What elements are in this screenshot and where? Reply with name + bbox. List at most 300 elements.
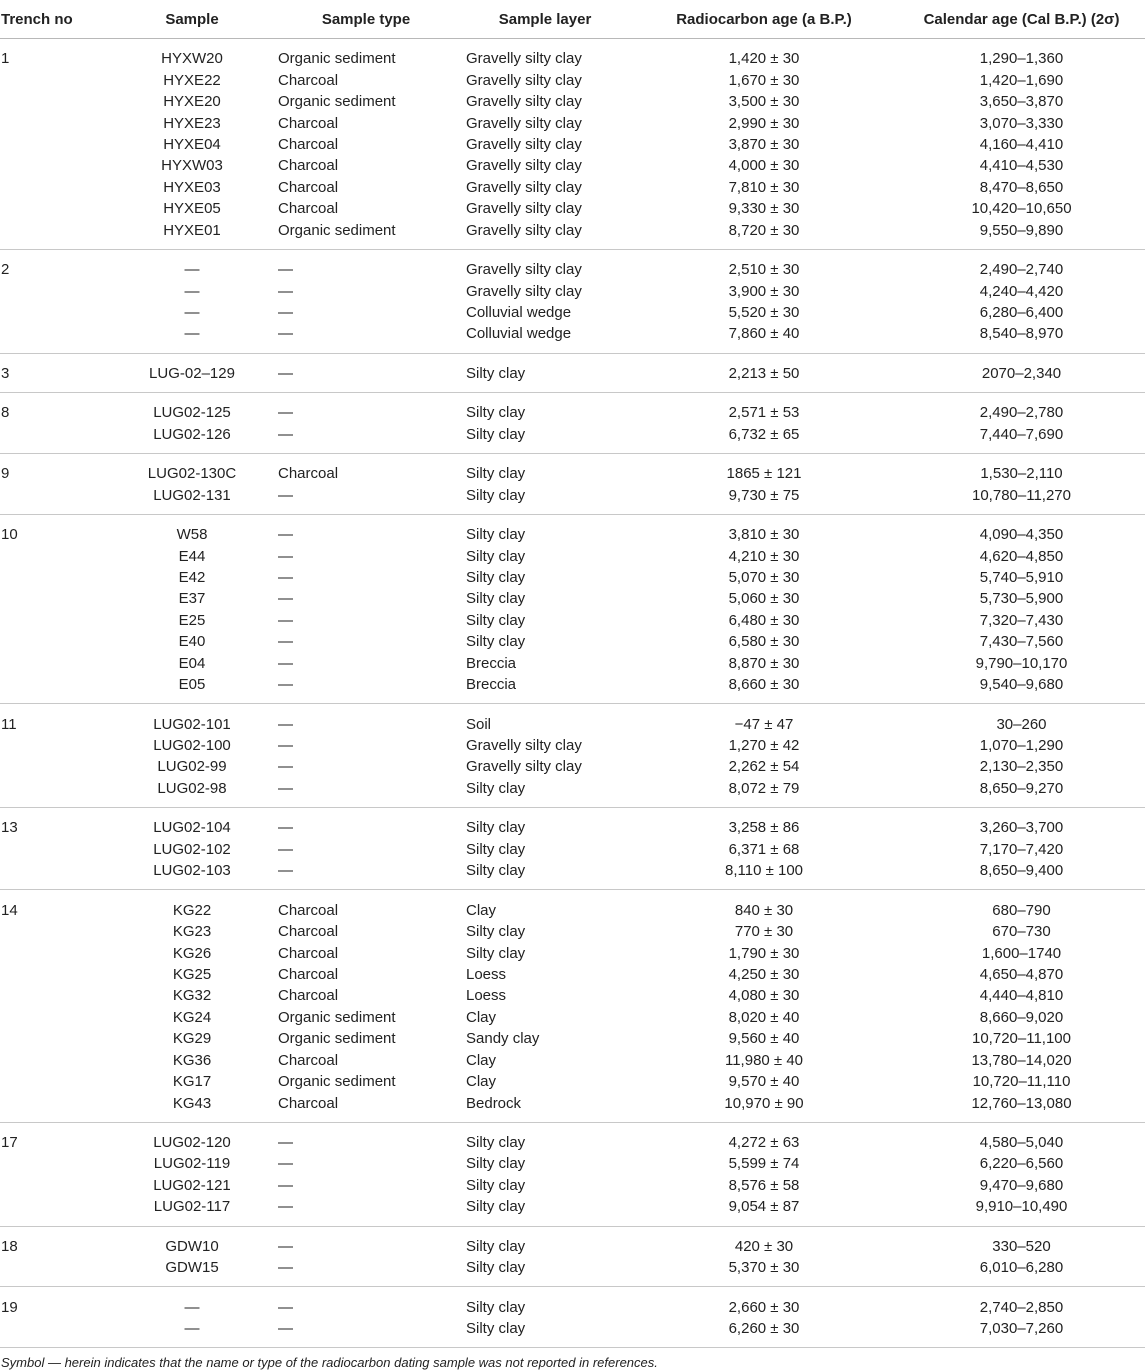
table-row	[0, 155, 1145, 176]
sample-layer-cell: Gravelly silty clay	[466, 261, 582, 279]
table-row	[0, 1287, 1145, 1318]
table-row	[0, 808, 1145, 839]
table-row	[0, 588, 1145, 609]
sample-type-cell: Charcoal	[278, 944, 339, 962]
radiocarbon-age-cell: 9,730 ± 75	[728, 486, 800, 504]
sample-layer-cell: Breccia	[466, 654, 517, 672]
calendar-age-cell: 2,490–2,780	[979, 404, 1064, 422]
radiocarbon-age-cell: 3,870 ± 30	[728, 135, 800, 153]
table-row	[0, 393, 1145, 424]
sample-cell: KG32	[172, 987, 212, 1005]
table-row	[0, 220, 1145, 250]
radiocarbon-age-cell: 7,810 ± 30	[728, 178, 800, 196]
trench-no-cell	[0, 220, 112, 250]
radiocarbon-age-cell: 7,860 ± 40	[728, 325, 800, 343]
table-row	[0, 756, 1145, 777]
trench-no-cell	[0, 735, 112, 756]
sample-layer-cell: Silty clay	[466, 944, 526, 962]
radiocarbon-age-cell: 3,810 ± 30	[728, 526, 800, 544]
trench-group	[0, 1287, 1145, 1348]
sample-layer-cell: Gravelly silty clay	[466, 114, 582, 132]
calendar-age-cell: 4,580–5,040	[979, 1134, 1064, 1152]
sample-type-cell: —	[278, 1320, 293, 1338]
table-row	[0, 280, 1145, 301]
sample-cell: LUG02-102	[153, 840, 231, 858]
header-sample-layer: Sample layer	[460, 0, 630, 39]
table-row	[0, 1050, 1145, 1071]
radiocarbon-age-cell: 2,213 ± 50	[728, 364, 800, 382]
trench-no-cell: 8	[1, 404, 10, 422]
radiocarbon-age-cell: 4,210 ± 30	[728, 547, 800, 565]
calendar-age-cell: 10,720–11,110	[972, 1073, 1071, 1091]
sample-layer-cell: Clay	[466, 1073, 497, 1091]
table-row	[0, 1257, 1145, 1287]
sample-type-cell: —	[278, 1134, 293, 1152]
trench-no-cell: 14	[1, 901, 18, 919]
table-row	[0, 1196, 1145, 1226]
calendar-age-cell: 10,420–10,650	[971, 200, 1072, 218]
trench-no-cell	[0, 1175, 112, 1196]
sample-layer-cell: Silty clay	[466, 1155, 526, 1173]
sample-type-cell: Charcoal	[278, 1094, 339, 1112]
calendar-age-cell: 5,740–5,910	[979, 568, 1064, 586]
trench-group	[0, 454, 1145, 515]
radiocarbon-age-cell: 9,054 ± 87	[728, 1198, 800, 1216]
table-row	[0, 778, 1145, 808]
table-row	[0, 1122, 1145, 1153]
sample-type-cell: Organic sediment	[278, 1008, 396, 1026]
sample-cell: LUG02-130C	[147, 465, 237, 483]
trench-no-cell: 3	[1, 364, 10, 382]
sample-type-cell: —	[278, 779, 293, 797]
calendar-age-cell: 1,290–1,360	[979, 50, 1064, 68]
table-row	[0, 323, 1145, 353]
calendar-age-cell: 13,780–14,020	[971, 1051, 1072, 1069]
sample-layer-cell: Silty clay	[466, 1259, 526, 1277]
sample-layer-cell: Silty clay	[466, 1134, 526, 1152]
sample-cell: HYXE01	[163, 221, 221, 239]
sample-type-cell: Charcoal	[278, 923, 339, 941]
table-row	[0, 653, 1145, 674]
table-row	[0, 674, 1145, 704]
sample-cell: E42	[178, 568, 206, 586]
calendar-age-cell: 5,730–5,900	[979, 590, 1064, 608]
trench-no-cell	[0, 323, 112, 353]
sample-cell: KG22	[172, 901, 212, 919]
radiocarbon-age-cell: 840 ± 30	[734, 901, 794, 919]
table-row	[0, 454, 1145, 485]
calendar-age-cell: 7,430–7,560	[979, 633, 1064, 651]
trench-no-cell	[0, 860, 112, 890]
sample-cell: LUG02-117	[153, 1198, 231, 1216]
calendar-age-cell: 12,760–13,080	[971, 1094, 1072, 1112]
calendar-age-cell: 8,650–9,270	[979, 779, 1064, 797]
calendar-age-cell: 4,160–4,410	[979, 135, 1064, 153]
sample-layer-cell: Clay	[466, 1008, 497, 1026]
sample-type-cell: Charcoal	[278, 135, 339, 153]
sample-layer-cell: Gravelly silty clay	[466, 221, 582, 239]
calendar-age-cell: 8,540–8,970	[979, 325, 1064, 343]
table-row	[0, 1071, 1145, 1092]
sample-layer-cell: Silty clay	[466, 547, 526, 565]
table-row	[0, 424, 1145, 454]
trench-no-cell	[0, 155, 112, 176]
sample-type-cell: —	[278, 1176, 293, 1194]
trench-no-cell	[0, 653, 112, 674]
sample-layer-cell: Loess	[466, 987, 507, 1005]
sample-cell: LUG02-103	[153, 862, 231, 880]
sample-type-cell: —	[278, 819, 293, 837]
header-sample-type: Sample type	[272, 0, 460, 39]
trench-group	[0, 353, 1145, 392]
radiocarbon-age-cell: −47 ± 47	[734, 715, 794, 733]
sample-cell: KG36	[172, 1051, 212, 1069]
sample-cell: HYXW03	[161, 157, 223, 175]
calendar-age-cell: 4,440–4,810	[979, 987, 1064, 1005]
trench-group	[0, 393, 1145, 454]
calendar-age-cell: 8,470–8,650	[979, 178, 1064, 196]
sample-layer-cell: Silty clay	[466, 1198, 526, 1216]
calendar-age-cell: 1,420–1,690	[979, 71, 1064, 89]
table-row	[0, 890, 1145, 921]
sample-layer-cell: Clay	[466, 901, 497, 919]
table-row	[0, 704, 1145, 735]
calendar-age-cell: 1,070–1,290	[979, 737, 1064, 755]
calendar-age-cell: 9,470–9,680	[979, 1176, 1064, 1194]
trench-no-cell	[0, 69, 112, 90]
calendar-age-cell: 2,740–2,850	[979, 1298, 1064, 1316]
sample-type-cell: —	[278, 364, 293, 382]
radiocarbon-age-cell: 3,500 ± 30	[728, 93, 800, 111]
table-row	[0, 1153, 1145, 1174]
sample-type-cell: —	[278, 425, 293, 443]
sample-layer-cell: Silty clay	[466, 1176, 526, 1194]
sample-type-cell: —	[278, 486, 293, 504]
trench-no-cell	[0, 484, 112, 514]
calendar-age-cell: 10,720–11,100	[972, 1030, 1071, 1048]
trench-no-cell	[0, 134, 112, 155]
trench-group	[0, 890, 1145, 1122]
sample-layer-cell: Silty clay	[466, 840, 526, 858]
sample-layer-cell: Silty clay	[466, 568, 526, 586]
sample-layer-cell: Gravelly silty clay	[466, 200, 582, 218]
sample-cell: HYXE22	[163, 71, 221, 89]
sample-layer-cell: Bedrock	[466, 1094, 522, 1112]
sample-type-cell: —	[278, 404, 293, 422]
table-row	[0, 39, 1145, 70]
trench-no-cell	[0, 778, 112, 808]
sample-type-cell: Charcoal	[278, 157, 339, 175]
sample-cell: HYXW20	[161, 50, 223, 68]
sample-type-cell: —	[278, 1198, 293, 1216]
header-trench-no: Trench no	[0, 0, 112, 39]
sample-layer-cell: Silty clay	[466, 364, 526, 382]
sample-cell: E44	[178, 547, 206, 565]
sample-type-cell: —	[278, 568, 293, 586]
table-row	[0, 1092, 1145, 1122]
table-row	[0, 860, 1145, 890]
sample-cell: GDW15	[165, 1259, 219, 1277]
table-row	[0, 177, 1145, 198]
radiocarbon-age-cell: 9,560 ± 40	[728, 1030, 800, 1048]
radiocarbon-age-cell: 4,000 ± 30	[728, 157, 800, 175]
calendar-age-cell: 6,220–6,560	[979, 1155, 1064, 1173]
sample-cell: E40	[178, 633, 206, 651]
sample-type-cell: —	[278, 547, 293, 565]
calendar-age-cell: 6,010–6,280	[979, 1259, 1064, 1277]
sample-layer-cell: Silty clay	[466, 1237, 526, 1255]
sample-cell: E05	[178, 676, 206, 694]
calendar-age-cell: 9,790–10,170	[975, 654, 1068, 672]
sample-cell: KG23	[172, 923, 212, 941]
sample-layer-cell: Silty clay	[466, 465, 526, 483]
sample-cell: —	[184, 304, 200, 322]
radiocarbon-age-cell: 1865 ± 121	[726, 465, 802, 483]
header-radiocarbon-age: Radiocarbon age (a B.P.)	[630, 0, 898, 39]
radiocarbon-age-cell: 2,660 ± 30	[728, 1298, 800, 1316]
trench-no-cell	[0, 1028, 112, 1049]
trench-no-cell	[0, 1153, 112, 1174]
sample-layer-cell: Clay	[466, 1051, 497, 1069]
sample-layer-cell: Silty clay	[466, 425, 526, 443]
calendar-age-cell: 7,320–7,430	[979, 611, 1064, 629]
sample-cell: —	[184, 1320, 200, 1338]
sample-layer-cell: Loess	[466, 965, 507, 983]
sample-cell: E04	[178, 654, 206, 672]
table-row	[0, 302, 1145, 323]
table-row	[0, 1007, 1145, 1028]
calendar-age-cell: 9,910–10,490	[975, 1198, 1068, 1216]
radiocarbon-age-cell: 6,260 ± 30	[728, 1320, 800, 1338]
trench-no-cell	[0, 674, 112, 704]
trench-no-cell	[0, 545, 112, 566]
calendar-age-cell: 6,280–6,400	[979, 304, 1064, 322]
table-row	[0, 1318, 1145, 1348]
sample-type-cell: —	[278, 1298, 293, 1316]
sample-type-cell: —	[278, 526, 293, 544]
calendar-age-cell: 8,660–9,020	[979, 1008, 1064, 1026]
sample-layer-cell: Gravelly silty clay	[466, 758, 582, 776]
sample-type-cell: Charcoal	[278, 901, 339, 919]
calendar-age-cell: 4,650–4,870	[979, 965, 1064, 983]
sample-layer-cell: Soil	[466, 715, 492, 733]
trench-no-cell: 17	[1, 1134, 18, 1152]
trench-no-cell: 13	[1, 819, 18, 837]
trench-no-cell	[0, 177, 112, 198]
radiocarbon-age-cell: 11,980 ± 40	[724, 1051, 804, 1069]
sample-layer-cell: Silty clay	[466, 819, 526, 837]
sample-layer-cell: Gravelly silty clay	[466, 737, 582, 755]
sample-cell: LUG02-120	[153, 1134, 231, 1152]
radiocarbon-age-cell: 1,270 ± 42	[728, 737, 800, 755]
sample-layer-cell: Gravelly silty clay	[466, 157, 582, 175]
sample-layer-cell: Silty clay	[466, 923, 526, 941]
sample-type-cell: Organic sediment	[278, 50, 396, 68]
calendar-age-cell: 2070–2,340	[981, 364, 1062, 382]
trench-no-cell	[0, 756, 112, 777]
radiocarbon-age-cell: 5,060 ± 30	[728, 590, 800, 608]
sample-type-cell: —	[278, 590, 293, 608]
calendar-age-cell: 30–260	[996, 715, 1047, 733]
radiocarbon-age-cell: 1,420 ± 30	[728, 50, 800, 68]
sample-cell: LUG02-125	[153, 404, 231, 422]
radiocarbon-age-cell: 8,110 ± 100	[724, 862, 804, 880]
calendar-age-cell: 330–520	[992, 1237, 1051, 1255]
radiocarbon-age-cell: 420 ± 30	[734, 1237, 794, 1255]
trench-no-cell: 9	[1, 465, 10, 483]
trench-no-cell	[0, 198, 112, 219]
trench-no-cell	[0, 302, 112, 323]
radiocarbon-age-cell: 2,990 ± 30	[728, 114, 800, 132]
sample-layer-cell: Silty clay	[466, 862, 526, 880]
calendar-age-cell: 4,240–4,420	[979, 282, 1064, 300]
radiocarbon-age-cell: 2,262 ± 54	[728, 758, 800, 776]
trench-group	[0, 808, 1145, 890]
sample-type-cell: —	[278, 862, 293, 880]
radiocarbon-age-cell: 8,870 ± 30	[728, 654, 800, 672]
radiocarbon-age-cell: 10,970 ± 90	[724, 1094, 804, 1112]
table-row	[0, 484, 1145, 514]
sample-cell: KG26	[172, 944, 212, 962]
sample-cell: LUG02-121	[153, 1176, 231, 1194]
trench-no-cell	[0, 631, 112, 652]
sample-cell: KG17	[172, 1073, 212, 1091]
radiocarbon-age-cell: 4,080 ± 30	[728, 987, 800, 1005]
calendar-age-cell: 7,440–7,690	[979, 425, 1064, 443]
sample-cell: LUG02-98	[157, 779, 227, 797]
radiocarbon-age-cell: 4,250 ± 30	[728, 965, 800, 983]
table-row	[0, 1175, 1145, 1196]
sample-type-cell: Organic sediment	[278, 221, 396, 239]
calendar-age-cell: 680–790	[992, 901, 1051, 919]
radiocarbon-age-cell: 5,599 ± 74	[728, 1155, 800, 1173]
sample-type-cell: —	[278, 758, 293, 776]
header-sample: Sample	[112, 0, 272, 39]
sample-layer-cell: Gravelly silty clay	[466, 282, 582, 300]
header-row	[0, 0, 1145, 39]
trench-no-cell	[0, 112, 112, 133]
radiocarbon-age-cell: 6,480 ± 30	[728, 611, 800, 629]
table-row	[0, 735, 1145, 756]
sample-layer-cell: Silty clay	[466, 779, 526, 797]
trench-no-cell	[0, 1007, 112, 1028]
radiocarbon-age-cell: 770 ± 30	[734, 923, 794, 941]
sample-layer-cell: Silty clay	[466, 611, 526, 629]
sample-layer-cell: Silty clay	[466, 1298, 526, 1316]
table-row	[0, 545, 1145, 566]
sample-cell: HYXE20	[163, 93, 221, 111]
trench-group	[0, 1226, 1145, 1287]
radiocarbon-age-cell: 2,571 ± 53	[728, 404, 800, 422]
radiocarbon-age-cell: 9,330 ± 30	[728, 200, 800, 218]
sample-cell: —	[184, 282, 200, 300]
table-row	[0, 985, 1145, 1006]
table-row	[0, 91, 1145, 112]
trench-no-cell	[0, 588, 112, 609]
trench-no-cell	[0, 91, 112, 112]
trench-group	[0, 1122, 1145, 1226]
trench-no-cell: 1	[1, 50, 10, 68]
sample-type-cell: —	[278, 325, 293, 343]
trench-no-cell: 11	[1, 715, 17, 733]
sample-cell: —	[184, 1298, 200, 1316]
sample-cell: LUG-02–129	[149, 364, 235, 382]
trench-no-cell	[0, 280, 112, 301]
sample-cell: —	[184, 325, 200, 343]
sample-cell: —	[184, 261, 200, 279]
table-row	[0, 839, 1145, 860]
sample-layer-cell: Breccia	[466, 676, 517, 694]
trench-no-cell	[0, 921, 112, 942]
table-row	[0, 1028, 1145, 1049]
trench-no-cell	[0, 1196, 112, 1226]
footnote: Symbol — herein indicates that the name or type of the radiocarbon dating sample was not reported in references.	[1, 1355, 658, 1370]
table-row	[0, 964, 1145, 985]
table-row	[0, 567, 1145, 588]
radiocarbon-age-cell: 1,790 ± 30	[728, 944, 800, 962]
sample-type-cell: —	[278, 1259, 293, 1277]
sample-cell: LUG02-100	[153, 737, 231, 755]
calendar-age-cell: 670–730	[992, 923, 1051, 941]
table-row	[0, 942, 1145, 963]
table-row	[0, 198, 1145, 219]
sample-cell: LUG02-99	[157, 758, 227, 776]
sample-cell: E37	[178, 590, 206, 608]
sample-type-cell: Organic sediment	[278, 1073, 396, 1091]
table-row	[0, 249, 1145, 280]
calendar-age-cell: 10,780–11,270	[972, 486, 1071, 504]
table-row	[0, 1226, 1145, 1257]
sample-type-cell: —	[278, 737, 293, 755]
radiocarbon-age-cell: 3,258 ± 86	[728, 819, 800, 837]
sample-cell: LUG02-119	[153, 1155, 231, 1173]
sample-type-cell: Organic sediment	[278, 1030, 396, 1048]
trench-no-cell	[0, 1257, 112, 1287]
calendar-age-cell: 9,540–9,680	[979, 676, 1064, 694]
calendar-age-cell: 3,070–3,330	[979, 114, 1064, 132]
trench-no-cell	[0, 424, 112, 454]
radiocarbon-age-cell: 8,072 ± 79	[728, 779, 800, 797]
radiocarbon-age-cell: 5,370 ± 30	[728, 1259, 800, 1277]
sample-cell: LUG02-104	[153, 819, 231, 837]
trench-no-cell	[0, 942, 112, 963]
trench-no-cell	[0, 1092, 112, 1122]
trench-no-cell: 2	[1, 261, 10, 279]
sample-type-cell: Charcoal	[278, 465, 339, 483]
header-calendar-age: Calendar age (Cal B.P.) (2σ)	[898, 0, 1145, 39]
sample-type-cell: Charcoal	[278, 200, 339, 218]
sample-cell: LUG02-126	[153, 425, 231, 443]
sample-layer-cell: Gravelly silty clay	[466, 178, 582, 196]
radiocarbon-age-cell: 2,510 ± 30	[728, 261, 800, 279]
sample-type-cell: —	[278, 633, 293, 651]
sample-type-cell: —	[278, 611, 293, 629]
calendar-age-cell: 1,530–2,110	[980, 465, 1063, 483]
calendar-age-cell: 3,650–3,870	[979, 93, 1064, 111]
table-row	[0, 514, 1145, 545]
sample-type-cell: —	[278, 840, 293, 858]
sample-cell: W58	[176, 526, 208, 544]
calendar-age-cell: 4,090–4,350	[979, 526, 1064, 544]
sample-cell: KG24	[172, 1008, 212, 1026]
radiocarbon-age-cell: 4,272 ± 63	[728, 1134, 800, 1152]
calendar-age-cell: 7,030–7,260	[979, 1320, 1064, 1338]
sample-type-cell: Charcoal	[278, 71, 339, 89]
sample-type-cell: Charcoal	[278, 178, 339, 196]
calendar-age-cell: 8,650–9,400	[979, 862, 1064, 880]
trench-group	[0, 249, 1145, 353]
radiocarbon-age-cell: 5,070 ± 30	[728, 568, 800, 586]
